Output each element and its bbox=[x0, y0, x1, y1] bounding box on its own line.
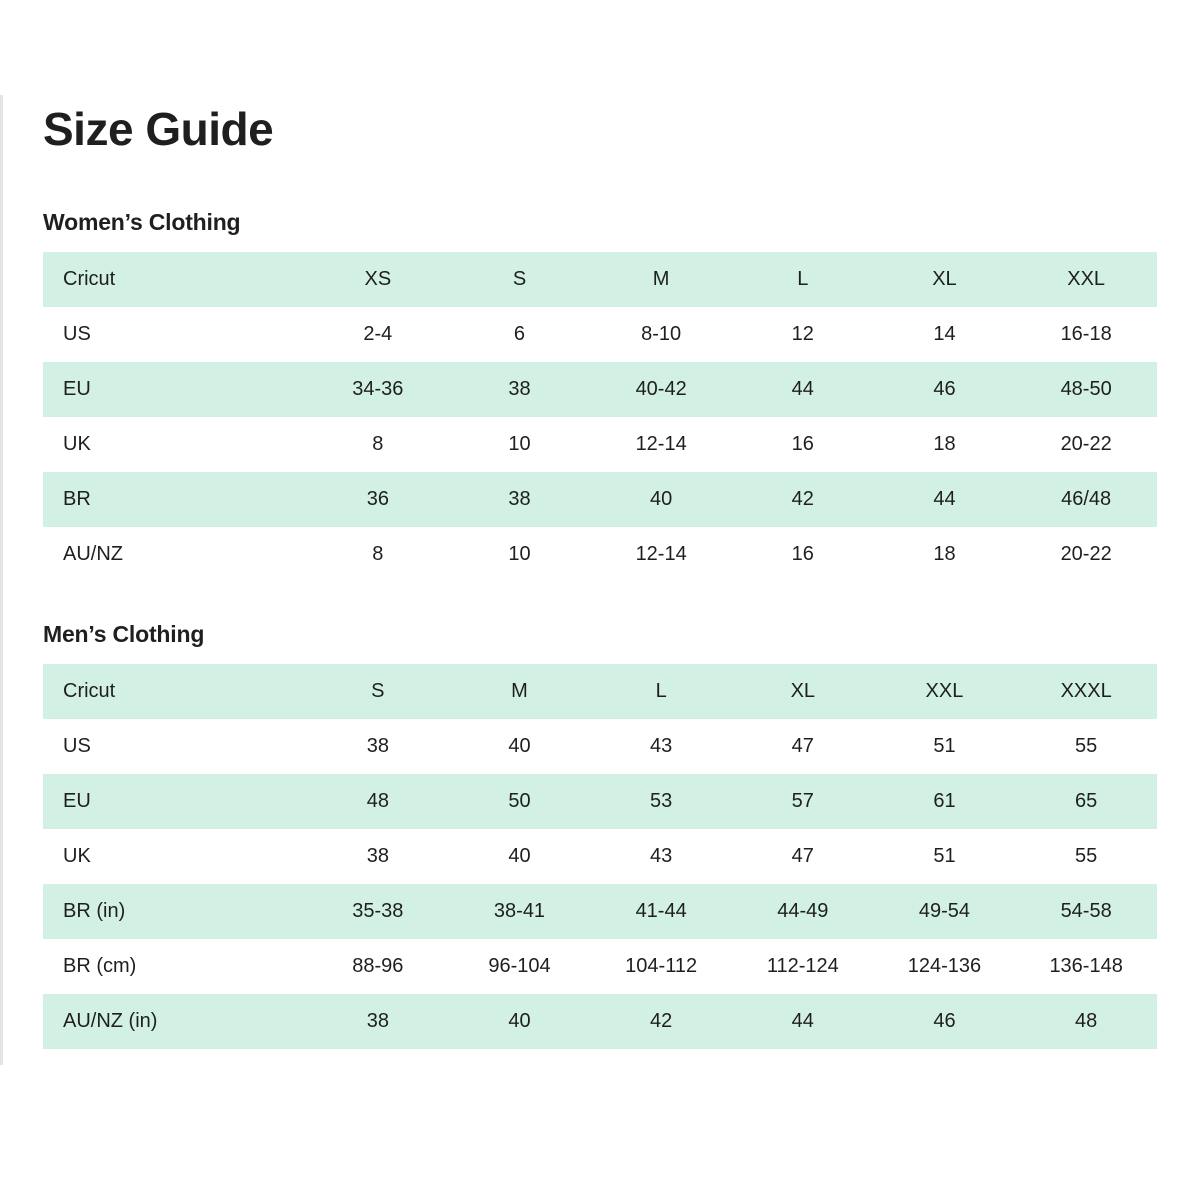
header-size-cell: M bbox=[511, 680, 528, 702]
header-size-cell: S bbox=[512, 268, 527, 290]
size-cell: 16-18 bbox=[1060, 323, 1112, 345]
size-cell: 40 bbox=[508, 735, 531, 757]
table-row bbox=[43, 417, 1157, 472]
size-cell: 14 bbox=[933, 323, 956, 345]
row-label: BR bbox=[63, 488, 91, 510]
size-cell: 49-54 bbox=[918, 900, 971, 922]
row-label: US bbox=[63, 323, 91, 345]
size-cell: 42 bbox=[650, 1010, 673, 1032]
header-size-cell: XL bbox=[790, 680, 816, 702]
header-label-cell: Cricut bbox=[63, 680, 116, 702]
size-cell: 48-50 bbox=[1060, 378, 1112, 400]
header-size-cell: XXL bbox=[925, 680, 964, 702]
size-cell: 38 bbox=[508, 488, 531, 510]
header-size-cell: L bbox=[797, 268, 809, 290]
row-label: EU bbox=[63, 378, 91, 400]
size-cell: 47 bbox=[791, 845, 814, 867]
womens-clothing-size-table bbox=[43, 252, 1157, 582]
size-cell: 38 bbox=[366, 735, 389, 757]
size-cell: 38 bbox=[366, 1010, 389, 1032]
table-row bbox=[43, 829, 1157, 884]
size-cell: 46 bbox=[933, 1010, 956, 1032]
size-cell: 43 bbox=[650, 845, 673, 867]
size-cell: 38-41 bbox=[493, 900, 546, 922]
table-header bbox=[43, 252, 1157, 307]
size-cell: 44-49 bbox=[777, 900, 829, 922]
size-cell: 44 bbox=[791, 1010, 814, 1032]
size-cell: 44 bbox=[933, 488, 956, 510]
mens-clothing-heading: Men’s Clothing bbox=[43, 621, 205, 647]
size-cell: 8 bbox=[372, 543, 384, 565]
size-cell: 42 bbox=[791, 488, 814, 510]
size-cell: 46/48 bbox=[1061, 488, 1112, 510]
table-row bbox=[43, 362, 1157, 417]
size-cell: 55 bbox=[1075, 735, 1098, 757]
size-cell: 40 bbox=[508, 1010, 531, 1032]
table-row bbox=[43, 774, 1157, 829]
header-size-cell: XL bbox=[932, 268, 957, 290]
size-cell: 12-14 bbox=[635, 433, 687, 455]
table-row bbox=[43, 719, 1157, 774]
size-cell: 16 bbox=[791, 543, 814, 565]
size-cell: 65 bbox=[1075, 790, 1098, 812]
size-cell: 53 bbox=[650, 790, 673, 812]
row-label: AU/NZ (in) bbox=[63, 1010, 158, 1032]
table-row bbox=[43, 884, 1157, 939]
size-cell: 38 bbox=[508, 378, 531, 400]
size-cell: 43 bbox=[650, 735, 673, 757]
size-cell: 40 bbox=[650, 488, 673, 510]
size-cell: 41-44 bbox=[635, 900, 687, 922]
size-cell: 40 bbox=[508, 845, 531, 867]
header-size-cell: XXL bbox=[1067, 268, 1106, 290]
mens-clothing-size-table bbox=[43, 664, 1157, 1049]
row-label: US bbox=[63, 735, 91, 757]
size-cell: 16 bbox=[791, 433, 814, 455]
table-row bbox=[43, 527, 1157, 582]
table-header bbox=[43, 664, 1157, 719]
row-label: BR (cm) bbox=[63, 955, 137, 977]
size-cell: 10 bbox=[508, 543, 531, 565]
size-cell: 51 bbox=[933, 845, 956, 867]
table-row bbox=[43, 472, 1157, 527]
size-cell: 136-148 bbox=[1049, 955, 1123, 977]
size-cell: 57 bbox=[791, 790, 814, 812]
header-size-cell: XS bbox=[364, 268, 392, 290]
size-cell: 12 bbox=[791, 323, 814, 345]
row-label: BR (in) bbox=[63, 900, 126, 922]
table-body bbox=[43, 307, 1157, 582]
size-cell: 44 bbox=[791, 378, 814, 400]
table-row bbox=[43, 307, 1157, 362]
header-label-cell: Cricut bbox=[63, 268, 116, 290]
page-title: Size Guide bbox=[43, 103, 274, 155]
size-cell: 6 bbox=[513, 323, 526, 345]
header-row bbox=[43, 252, 1157, 307]
size-cell: 2-4 bbox=[363, 323, 393, 345]
size-cell: 51 bbox=[933, 735, 956, 757]
size-cell: 38 bbox=[366, 845, 389, 867]
size-cell: 104-112 bbox=[625, 955, 698, 977]
size-cell: 47 bbox=[791, 735, 814, 757]
size-cell: 18 bbox=[933, 433, 956, 455]
size-cell: 8 bbox=[372, 433, 384, 455]
header-size-cell: XXXL bbox=[1060, 680, 1112, 702]
table-row bbox=[43, 994, 1157, 1049]
size-cell: 50 bbox=[508, 790, 531, 812]
size-cell: 46 bbox=[933, 378, 956, 400]
header-row bbox=[43, 664, 1157, 719]
header-size-cell: L bbox=[655, 680, 667, 702]
size-cell: 96-104 bbox=[488, 955, 551, 977]
size-cell: 48 bbox=[366, 790, 389, 812]
mens-clothing-section bbox=[43, 620, 1157, 1049]
row-label: EU bbox=[63, 790, 91, 812]
size-cell: 18 bbox=[933, 543, 956, 565]
size-cell: 54-58 bbox=[1060, 900, 1112, 922]
size-cell: 124-136 bbox=[907, 955, 982, 977]
size-cell: 55 bbox=[1075, 845, 1098, 867]
size-cell: 8-10 bbox=[641, 323, 682, 345]
row-label: AU/NZ bbox=[63, 543, 123, 565]
row-label: UK bbox=[63, 433, 91, 455]
size-cell: 61 bbox=[933, 790, 956, 812]
size-cell: 10 bbox=[508, 433, 531, 455]
size-cell: 12-14 bbox=[635, 543, 687, 565]
womens-clothing-heading: Women’s Clothing bbox=[43, 209, 241, 235]
size-cell: 20-22 bbox=[1060, 543, 1112, 565]
left-edge-artifact bbox=[0, 95, 3, 1065]
size-cell: 88-96 bbox=[352, 955, 404, 977]
size-cell: 36 bbox=[366, 488, 389, 510]
table-body bbox=[43, 719, 1157, 1049]
header-size-cell: M bbox=[652, 268, 670, 290]
size-cell: 20-22 bbox=[1060, 433, 1112, 455]
size-cell: 40-42 bbox=[635, 378, 687, 400]
womens-clothing-section bbox=[43, 208, 1157, 582]
size-cell: 48 bbox=[1075, 1010, 1098, 1032]
row-label: UK bbox=[63, 845, 91, 867]
table-row bbox=[43, 939, 1157, 994]
header-size-cell: S bbox=[371, 680, 385, 702]
size-cell: 34-36 bbox=[352, 378, 404, 400]
size-cell: 35-38 bbox=[352, 900, 404, 922]
size-cell: 112-124 bbox=[766, 955, 839, 977]
